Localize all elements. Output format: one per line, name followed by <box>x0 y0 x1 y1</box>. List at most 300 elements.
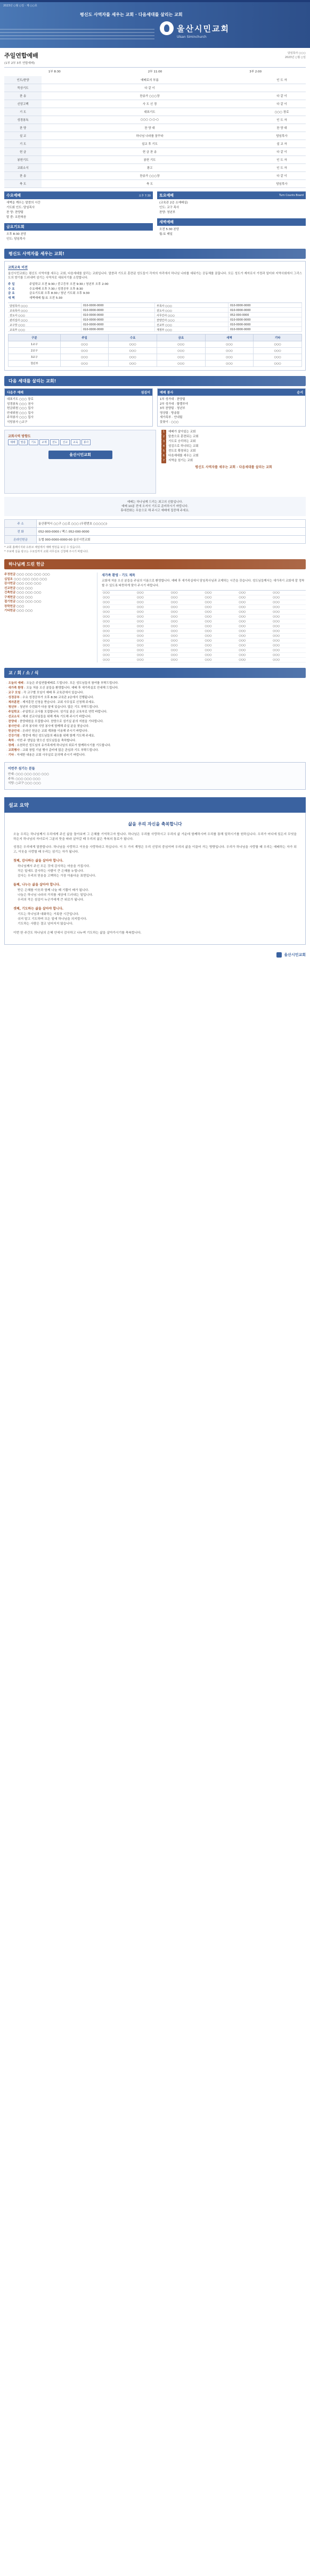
order-item: 축 도 <box>42 180 258 188</box>
order-item: 예배로의 부름 <box>42 76 258 84</box>
offering-value: ○○○ <box>17 604 25 608</box>
order-item: ○○○ ○:○-○ <box>42 116 258 124</box>
service-left: 수요예배 오후 7:30 새벽을 깨우는 말씀의 시간 기도회 인도: 담임목사 찬 양: 찬양팀 말 씀: 요한복음 금요기도회 오후 8:30 본당 인도: 담임목사 <box>4 191 153 243</box>
offering-name: ○○○ <box>203 610 238 615</box>
nextweek-section: 다음주 예배 섬김이 대표기도 ○○○ 장로 성경봉독 ○○○ 권사 헌금위원 ○○○ 집사 안내위원 ○○○ 집사 주차봉사 ○○○ 집사 식당봉사 ○교구 예배 봉사 순서 1부 성가대 · 찬양팀 2부 성가대 · 할렐루야 3부 찬양팀 · 청년부 영상팀 · 방송팀 새가족부 · 안내팀 꽃꽂이 · ○○○ <box>4 388 306 427</box>
order-label: 찬 송 <box>4 172 42 180</box>
offering-value: ○○○ ○○○ <box>17 586 33 590</box>
service-right: 토요예배 Turn Counts Board (교육관 2층 소예배실) 인도: 교구 목사 찬양: 청년부 새벽예배 오전 5:30 본당 월-토 매일 <box>157 191 306 243</box>
mission-highlight: 평신도 사역자를 세우는 교회 · 다음세대를 살리는 교회 <box>195 465 272 469</box>
order-leader: 담임목사 <box>258 180 306 188</box>
order-label: 축 도 <box>4 180 42 188</box>
staff-cell: 사무간사 ○○○ <box>155 313 229 317</box>
offering-name: ○○○ <box>102 648 136 653</box>
offering-name: ○○○ <box>238 605 272 610</box>
staff-cell: 교육부 ○○○ <box>8 327 81 332</box>
offering-name: ○○○ <box>136 643 170 648</box>
order-label: 성경봉독 <box>4 116 42 124</box>
offering-name: ○○○ <box>136 634 170 639</box>
service-time: 2부 11:00 <box>148 70 162 73</box>
offering-value: ○○○ ○○○ ○○○ <box>17 582 42 585</box>
notice-key: 선교소식 <box>8 715 20 718</box>
order-row <box>4 108 306 116</box>
offering-name: ○○○ <box>238 643 272 648</box>
offering-name: ○○○ <box>203 639 238 643</box>
goal-number: 6 <box>161 454 166 459</box>
intro-row-value: 새벽예배 월-토 오전 5:30 <box>29 296 63 300</box>
staff-cell: 010-0000-0000 <box>229 322 302 327</box>
schedule-cell: ○○○ <box>205 354 254 361</box>
offering-name: ○○○ <box>102 605 136 610</box>
notice-item: · 건강기원 : 병중에 계신 성도님들의 쾌유를 위해 함께 기도해 주세요. <box>4 734 306 739</box>
info-key: 주 소 <box>5 520 37 528</box>
staff-cell: 재정부 ○○○ <box>155 327 229 332</box>
order-row <box>4 132 306 140</box>
notice-key: 청년부 <box>8 706 17 709</box>
info-note: * 교회 홈페이지와 유튜브 채널에서 예배 영상을 보실 수 있습니다. <box>4 546 81 549</box>
sermon-point: 기도하는 사람은 결코 넘어지지 않습니다. <box>18 922 74 926</box>
decorative-lines <box>0 29 154 45</box>
worship-meta: 담임목사 ○○○ 2023년 ○월 ○일 <box>284 52 306 59</box>
notice-value: 수요 성경공부가 오후 8:30 교육관 2층에서 진행됩니다. <box>22 696 94 699</box>
mission-diagram: 교회사역 방향도 예배 말씀 기도 교제 전도 선교 교육 봉사 울산시민교회 <box>4 430 156 494</box>
offering-name: ○○○ <box>170 615 204 619</box>
order-label: 기 도 <box>4 140 42 148</box>
sermon-point: 감사는 우리의 믿음을 고백하는 가장 아름다운 표현입니다. <box>18 874 96 878</box>
sermon-title: 삶을 우리 자신을 축복합니다 <box>128 821 182 827</box>
offering-name: ○○○ <box>272 634 306 639</box>
mission-node: 교제 <box>39 439 49 445</box>
offering-name: ○○○ <box>238 610 272 615</box>
order-label: 묵상기도 <box>4 84 42 92</box>
offering-key: 건축헌금 <box>4 591 16 594</box>
order-row <box>4 148 306 156</box>
intro-box <box>4 261 306 371</box>
schedule-header: 수요 <box>109 334 157 341</box>
offering-bar: 하나님께 드린 헌금 <box>4 559 306 569</box>
order-label: 인도/찬양 <box>4 76 42 84</box>
offering-name: ○○○ <box>203 643 238 648</box>
staff-cell: 010-0000-0000 <box>229 317 302 322</box>
notice-key: 봉사안내 <box>8 725 20 728</box>
schedule-cell: ○○○ <box>60 348 109 354</box>
offering-name: ○○○ <box>136 610 170 615</box>
schedule-cell: ○○○ <box>254 361 302 367</box>
intro-mini-title: 교회교육 비전 <box>8 266 28 269</box>
sermon-paragraph: 성경은 우리에게 말씀합니다. 하나님을 사랑하고 이웃을 사랑하라고 하십니다. 이 두 가지 계명은 우리 신앙의 중심이며 우리의 삶을 이끌어 가는 방향입니다. 우리가 하나님을 사랑할 때 우리는 예배하는 자가 되고, 이웃을 사랑할 때 우리는 섬기는 자가 됩니다. <box>13 845 297 854</box>
order-label: 찬 양 <box>4 124 42 132</box>
offering-name: ○○○ <box>203 629 238 634</box>
notice-key: 오늘의 예배 <box>8 682 23 685</box>
staff-cell: 찬양간사 ○○○ <box>155 317 229 322</box>
callout-line: 예배는 하나님께 드리는 최고의 선물입니다. <box>127 501 183 504</box>
order-row <box>4 164 306 172</box>
order-leader <box>258 84 306 92</box>
info-notes <box>4 546 306 554</box>
order-row <box>4 172 306 180</box>
service-line: 오전 5:30 본당 <box>159 228 180 231</box>
offering-name: ○○○ <box>102 634 136 639</box>
offering-names <box>102 590 306 663</box>
staff-cell: 010-0000-0000 <box>81 308 155 313</box>
offering-name: ○○○ <box>170 595 204 600</box>
offering-name: ○○○ <box>102 658 136 663</box>
notice-item: · 새가족 환영 : 오늘 처음 오신 분들을 환영합니다. 예배 후 새가족실로 안내해 드립니다. <box>4 686 306 691</box>
offering-name: ○○○ <box>203 634 238 639</box>
church-name: 울산시민교회 <box>177 23 230 34</box>
notice-value: 이번 주 생일을 맞으신 성도님들을 축하합니다. <box>17 739 76 742</box>
info-row <box>5 528 306 536</box>
goal-text: 섬김으로 하나되는 교회 <box>168 445 199 448</box>
goal-number: 2 <box>161 435 166 439</box>
goal-text: 지역을 섬기는 교회 <box>168 459 193 462</box>
service-line: 찬 양: 찬양팀 <box>6 211 23 214</box>
staff-cell: 010-0000-0000 <box>81 322 155 327</box>
notice-item: · 성경공부 : 수요 성경공부가 오후 8:30 교육관 2층에서 진행됩니다. <box>4 696 306 700</box>
order-leader: 인 도 자 <box>258 164 306 172</box>
info-value: 052-000-0000 / 팩스 052-000-0000 <box>37 528 306 536</box>
order-leader: 다 같 이 <box>258 92 306 100</box>
offering-name: ○○○ <box>102 619 136 624</box>
notice-item: · 봉사안내 : 주차 봉사와 식당 봉사에 함께해 주실 분을 찾습니다. <box>4 724 306 729</box>
schedule-header: 새벽 <box>205 334 254 341</box>
offering-name: ○○○ <box>272 591 306 595</box>
offering-key: 감사헌금 <box>4 582 16 585</box>
header-banner <box>0 2 310 48</box>
offering-value: ○○○ ○○○ <box>17 595 33 599</box>
district-schedule <box>8 334 302 367</box>
offering-name: ○○○ <box>170 629 204 634</box>
offering-name: ○○○ <box>203 595 238 600</box>
service-line: 말 씀: 요한복음 <box>6 216 27 219</box>
notice-list <box>4 681 306 758</box>
notice-value: 교회 창립 기념 행사 준비에 많은 관심과 기도 부탁드립니다. <box>22 749 99 752</box>
church-name-en: Ulsan Siminchurch <box>177 35 207 39</box>
offering-name: ○○○ <box>238 629 272 634</box>
intro-row-key: 주 일 <box>8 283 15 286</box>
intro-row-key: 새 벽 <box>8 296 15 300</box>
offering-name: ○○○ <box>170 634 204 639</box>
callout-line: 휴대전화는 무음으로 해 주시고 예배에 집중해 주세요. <box>120 509 190 512</box>
notice-item: · 교구 모임 : 각 교구별 모임이 예배 후 교육관에서 있습니다. <box>4 691 306 696</box>
notice-value: 제자훈련 신청을 받습니다. 교회 사무실로 신청해 주세요. <box>22 701 95 704</box>
intro-row-key: 금 요 <box>8 292 15 295</box>
offering-name: ○○○ <box>136 600 170 605</box>
notice-value: 오늘 처음 오신 분들을 환영합니다. 예배 후 새가족실로 안내해 드립니다. <box>26 686 119 690</box>
offering-line <box>4 591 94 595</box>
notice-key: 찬양대 <box>8 720 17 723</box>
offering-key: 장학헌금 <box>4 604 16 608</box>
offering-name: ○○○ <box>136 639 170 643</box>
staff-cell: 010-0000-0000 <box>81 317 155 322</box>
staff-cell: 교육목사 ○○○ <box>8 308 81 313</box>
notice-item: · 오늘의 예배 : 오늘은 주일연합예배로 드립니다. 모든 성도님들의 참여를 부탁드립니다. <box>4 681 306 686</box>
notice-item: · 찬양대 : 찬양대원을 모집합니다. 찬양으로 섬기실 분의 지원을 기다립니다. <box>4 719 306 724</box>
offering-name: ○○○ <box>136 658 170 663</box>
service-line: 찬양: 청년부 <box>159 211 176 214</box>
offering-name: ○○○ <box>238 653 272 658</box>
offering-name: ○○○ <box>170 653 204 658</box>
schedule-row <box>9 341 302 348</box>
offering-value: ○○○ ○○○ ○○○ ○○○ <box>13 577 47 581</box>
service-time: 1부 8:30 <box>48 70 61 73</box>
nextweek-line: 식당봉사 ○교구 <box>7 420 28 424</box>
offering-line <box>4 604 94 609</box>
offering-name: ○○○ <box>102 653 136 658</box>
nextweek-line: 2부 성가대 · 할렐루야 <box>160 402 188 406</box>
service-times <box>4 67 306 75</box>
info-row <box>5 520 306 528</box>
order-leader: 담임목사 <box>258 132 306 140</box>
offering-name: ○○○ <box>203 658 238 663</box>
servant-line: 주차: ○○○ ○○○ ○○○ <box>8 777 40 781</box>
offering-key: 십일조 <box>4 577 13 581</box>
order-row <box>4 92 306 100</box>
staff-cell: 052-000-0000 <box>229 313 302 317</box>
worship-subtitle: (1부 2부 3부 연합예배) <box>4 62 35 65</box>
goal-text: 기도로 승리하는 교회 <box>168 440 196 443</box>
order-leader: ○○○ 장로 <box>258 108 306 116</box>
service-line: 인도: 교구 목사 <box>159 206 180 209</box>
servants-box: 이번주 섬기는 분들 안내: ○○○ ○○○ ○○○ ○○○ 주차: ○○○ ○○○ ○○○ 식당: ○교구 ○○○ ○○○ <box>4 762 306 790</box>
intro-row <box>8 291 302 296</box>
offering-name: ○○○ <box>170 658 204 663</box>
sermon-paragraph: 오늘 우리는 하나님께서 우리에게 주신 삶을 돌아보며 그 은혜를 기억하고자 합니다. 하나님은 우리를 사랑하시고 우리의 삶 가운데 함께하시며 우리를 통해 일하시기를 원하십니다. 우리가 어디에 있든지 무엇을 하든지 하나님의 자녀로서 그분의 뜻을 따라 살아갈 때 우리의 삶은 축복의 통로가 됩니다. <box>13 832 297 841</box>
brand-icon <box>276 952 282 958</box>
order-label: 교회소식 <box>4 164 42 172</box>
nextweek-line: 꽃꽂이 · ○○○ <box>160 420 179 424</box>
offering-name: ○○○ <box>272 629 306 634</box>
schedule-cell: ○○○ <box>109 341 157 348</box>
goal-text: 말씀으로 훈련되는 교회 <box>168 435 199 438</box>
offering-name: ○○○ <box>170 605 204 610</box>
sermon-body: 삶을 우리 자신을 축복합니다 오늘 우리는 하나님께서 우리에게 주신 삶을 돌아보며 그 은혜를 기억하고자 합니다. 하나님은 우리를 사랑하시고 우리의 삶 가운데 함께하시며 우리를 통해 일하시기를 원하십니다. 우리가 어디에 있든지 무엇을 하든지 하나님의 자녀로서 그분의 뜻을 따라 살아갈 때 우리의 삶은 축복의 통로가 됩니다. 성경은 우리에게 말씀합니다. 하나님을 사랑하고 이웃을 사랑하라고 하십니다. 이 두 가지 계명은 우리 신앙의 중심이며 우리의 삶을 이끌어 가는 방향입니다. 우리가 하나님을 사랑할 때 우리는 예배하는 자가 되고, 이웃을 사랑할 때 우리는 섬기는 자가 됩니다. 첫째, 감사하는 삶을 살아야 합니다. 하나님께서 주신 모든 것에 감사하는 마음을 가집시다. 작은 일에도 감사하는 사람이 큰 은혜를 누립니다. 감사는 우리의 믿음을 고백하는 가장 아름다운 표현입니다. 둘째, 나누는 삶을 살아야 합니다. 받은 은혜를 이웃과 함께 나눌 때 기쁨이 배가 됩니다. 나눔은 하나님 나라의 가치를 세상에 드러내는 일입니다. 우리의 작은 섬김이 누군가에게 큰 위로가 됩니다. 셋째, 기도하는 삶을 살아야 합니다. 기도는 하나님과 대화하는 거룩한 시간입니다. 쉬지 말고 기도하며 모든 일에 하나님을 의지합시다. 기도하는 사람은 결코 넘어지지 않습니다. 이번 한 주간도 하나님의 은혜 안에서 감사하고 나누며 기도하는 삶을 살아가시기를 축복합니다. <box>4 813 306 945</box>
mission-goal <box>161 459 306 463</box>
staff-cell: 부목사 ○○○ <box>155 303 229 308</box>
notice-key: 주일학교 <box>8 710 20 714</box>
schedule-cell: ○○○ <box>60 354 109 361</box>
offering-name: ○○○ <box>102 629 136 634</box>
offering-line <box>4 586 94 591</box>
staff-cell: 010-0000-0000 <box>81 327 155 332</box>
notice-key: 건강기원 <box>8 734 20 738</box>
sermon-point: 하나님께서 주신 모든 것에 감사하는 마음을 가집시다. <box>18 864 91 868</box>
nextweek-line: 영상팀 · 방송팀 <box>160 411 180 415</box>
offering-name: ○○○ <box>102 624 136 629</box>
schedule-cell: ○○○ <box>157 354 206 361</box>
offering-name: ○○○ <box>272 610 306 615</box>
notice-item: · 주일학교 : 주일학교 교사를 모집합니다. 섬기실 분은 교육부로 연락 바랍니다. <box>4 710 306 715</box>
order-leader: 인 도 자 <box>258 76 306 84</box>
mission-goal <box>161 449 306 454</box>
service-line: 기도회 인도: 담임목사 <box>6 206 35 209</box>
schedule-row <box>9 348 302 354</box>
intro-row <box>8 282 302 287</box>
schedule-cell: 2교구 <box>9 348 61 354</box>
offering-name: ○○○ <box>170 591 204 595</box>
notice-value: 해외 선교사님들을 위해 계속 기도해 주시기 바랍니다. <box>22 715 92 718</box>
notice-value: 소천하신 성도님의 유가족에게 하나님의 위로가 함께하시기를 기도합니다. <box>17 744 111 747</box>
offering-name: ○○○ <box>238 648 272 653</box>
info-note: * 주보에 실을 광고는 수요일까지 교회 사무실로 신청해 주시기 바랍니다. <box>4 550 89 553</box>
order-leader: 설 교 자 <box>258 140 306 148</box>
goal-text: 예배가 살아있는 교회 <box>168 430 196 434</box>
order-leader: 다 같 이 <box>258 172 306 180</box>
schedule-cell: ○○○ <box>157 341 206 348</box>
worship-order-table <box>4 76 306 188</box>
order-item: 찬송가 ○○○장 <box>42 172 258 180</box>
weekday-services <box>4 191 306 243</box>
mission-goals <box>161 430 306 494</box>
offering-name: ○○○ <box>203 591 238 595</box>
service-line: 월-토 매일 <box>159 233 173 236</box>
notice-item: · 교회행사 : 교회 창립 기념 행사 준비에 많은 관심과 기도 부탁드립니다. <box>4 748 306 753</box>
staff-cell: 교구장 ○○○ <box>8 322 81 327</box>
offering-key: 구제헌금 <box>4 595 16 599</box>
offering-name: ○○○ <box>136 648 170 653</box>
intro-row-value: 주일학교 오전 9:30 / 중고등부 오전 9:30 / 청년부 오후 2:00 <box>29 283 109 286</box>
notice-key: 헌금안내 <box>8 730 20 733</box>
staff-cell: 담임목사 ○○○ <box>8 303 81 308</box>
offering-name: ○○○ <box>170 624 204 629</box>
schedule-cell: 3교구 <box>9 354 61 361</box>
notice-item: · 기타 : 자세한 내용은 교회 사무실로 문의해 주시기 바랍니다. <box>4 753 306 758</box>
offering-name: ○○○ <box>170 619 204 624</box>
schedule-cell: ○○○ <box>205 348 254 354</box>
church-logo[interactable] <box>160 21 230 35</box>
goal-number: 4 <box>161 444 166 449</box>
mission-node: 봉사 <box>81 439 91 445</box>
offering-value: ○○○ ○○○ <box>17 609 33 612</box>
offering-name: ○○○ <box>170 600 204 605</box>
offering-name: ○○○ <box>238 600 272 605</box>
offering-name: ○○○ <box>102 595 136 600</box>
mission-node: 기도 <box>29 439 38 445</box>
nextweek-line: 새가족부 · 안내팀 <box>160 416 183 419</box>
order-item: 광고 <box>42 164 258 172</box>
notice-item: · 제자훈련 : 제자훈련 신청을 받습니다. 교회 사무실로 신청해 주세요. <box>4 700 306 705</box>
mission-section <box>4 430 306 494</box>
order-row <box>4 180 306 188</box>
offering-line <box>4 600 94 604</box>
callout-line: 예배 10분 전에 오셔서 기도로 준비하시기 바랍니다. <box>121 505 189 508</box>
offering-name: ○○○ <box>272 600 306 605</box>
offering-name: ○○○ <box>170 648 204 653</box>
offering-name: ○○○ <box>170 610 204 615</box>
schedule-cell: ○○○ <box>254 341 302 348</box>
order-row <box>4 124 306 132</box>
order-item: 봉헌 기도 <box>42 156 258 164</box>
order-item: 사 도 신 경 <box>42 100 258 108</box>
notice-value: 찬양대원을 모집합니다. 찬양으로 섬기실 분의 지원을 기다립니다. <box>19 720 104 723</box>
notice-item: · 청년부 : 청년부 수련회가 다음 달에 있습니다. 많은 기도 부탁드립니다. <box>4 705 306 710</box>
offering-name: ○○○ <box>203 648 238 653</box>
offering-name: ○○○ <box>203 600 238 605</box>
intro-bar: 평신도 사역자를 세우는 교회! <box>4 249 306 259</box>
offering-name: ○○○ <box>170 643 204 648</box>
staff-cell: 010-0000-0000 <box>81 303 155 308</box>
offering-value: ○○○ ○○○ ○○○ <box>17 591 42 594</box>
offering-line <box>4 582 94 586</box>
offering-name: ○○○ <box>238 658 272 663</box>
schedule-cell: ○○○ <box>254 354 302 361</box>
church-info-table <box>4 519 306 544</box>
offering-name: ○○○ <box>136 653 170 658</box>
schedule-cell: ○○○ <box>60 361 109 367</box>
schedule-cell: ○○○ <box>254 348 302 354</box>
offering-name: ○○○ <box>238 595 272 600</box>
service-time: 3부 2:00 <box>249 70 262 73</box>
intro-row <box>8 296 302 301</box>
offering-name: ○○○ <box>238 624 272 629</box>
sermon-point: 받은 은혜를 이웃과 함께 나눌 때 기쁨이 배가 됩니다. <box>18 888 89 892</box>
schedule-cell: ○○○ <box>205 361 254 367</box>
church-slogan: 평신도 사역자를 세우는 교회 · 다음세대를 살리는 교회 <box>80 12 183 17</box>
order-label: 봉헌기도 <box>4 156 42 164</box>
mission-node: 교육 <box>71 439 80 445</box>
staff-grid <box>8 302 302 332</box>
offering-name: ○○○ <box>272 653 306 658</box>
schedule-cell: 1교구 <box>9 341 61 348</box>
schedule-header: 구분 <box>9 334 61 341</box>
goal-number: 7 <box>161 459 166 463</box>
issue-info: 2023년 ○월 ○일 · 제 ○○호 <box>3 4 37 7</box>
offering-name: ○○○ <box>272 605 306 610</box>
mission-node: 선교 <box>60 439 70 445</box>
order-label: 찬 송 <box>4 92 42 100</box>
info-key: 온라인헌금 <box>5 536 37 544</box>
staff-cell: 010-0000-0000 <box>229 303 302 308</box>
info-value: 농협 000-0000-0000-00 울산시민교회 <box>37 536 306 544</box>
order-row <box>4 76 306 84</box>
offering-name: ○○○ <box>203 619 238 624</box>
offering-name: ○○○ <box>136 619 170 624</box>
order-item: 대표기도 <box>42 108 258 116</box>
offering-line <box>4 577 94 582</box>
schedule-cell: ○○○ <box>109 348 157 354</box>
intro-row-key: 수 요 <box>8 287 15 291</box>
notice-key: 새가족 환영 <box>8 686 23 690</box>
offering-name: ○○○ <box>272 624 306 629</box>
sermon-header: 설교 요약 <box>4 797 306 813</box>
order-row <box>4 116 306 124</box>
notice-value: 주차 봉사와 식당 봉사에 함께해 주실 분을 찾습니다. <box>22 725 89 728</box>
notice-item: · 헌금안내 : 온라인 헌금은 교회 계좌를 이용해 주시기 바랍니다. <box>4 729 306 734</box>
intro-row-value: 수요예배 오후 7:30 / 성경공부 오후 8:30 <box>29 287 83 291</box>
offering-name: ○○○ <box>272 658 306 663</box>
info-value: 울산광역시 ○○구 ○○로 ○○○ (우편번호 ○○○○○) <box>37 520 306 528</box>
mission-center: 울산시민교회 <box>48 451 112 459</box>
goal-number: 3 <box>161 439 166 444</box>
offering-value: ○○○ ○○○ ○○○ ○○○ <box>17 573 50 576</box>
nextweek-line: 3부 찬양팀 · 청년부 <box>160 407 185 410</box>
schedule-cell: ○○○ <box>157 361 206 367</box>
offering-name: ○○○ <box>136 615 170 619</box>
notice-item: · 장례 : 소천하신 성도님의 유가족에게 하나님의 위로가 함께하시기를 기도합니다. <box>4 743 306 748</box>
footer-brand[interactable]: 울산시민교회 <box>276 952 306 958</box>
schedule-cell: ○○○ <box>109 361 157 367</box>
offering-name: ○○○ <box>238 615 272 619</box>
order-row <box>4 84 306 92</box>
offering-name: ○○○ <box>272 619 306 624</box>
notice-key: 성경공부 <box>8 696 20 699</box>
worship-callout <box>4 497 306 516</box>
offering-name: ○○○ <box>136 629 170 634</box>
order-label: 신앙고백 <box>4 100 42 108</box>
nextweek-line: 안내위원 ○○○ 집사 <box>7 411 34 415</box>
offering-name: ○○○ <box>238 639 272 643</box>
notice-item: · 선교소식 : 해외 선교사님들을 위해 계속 기도해 주시기 바랍니다. <box>4 715 306 719</box>
